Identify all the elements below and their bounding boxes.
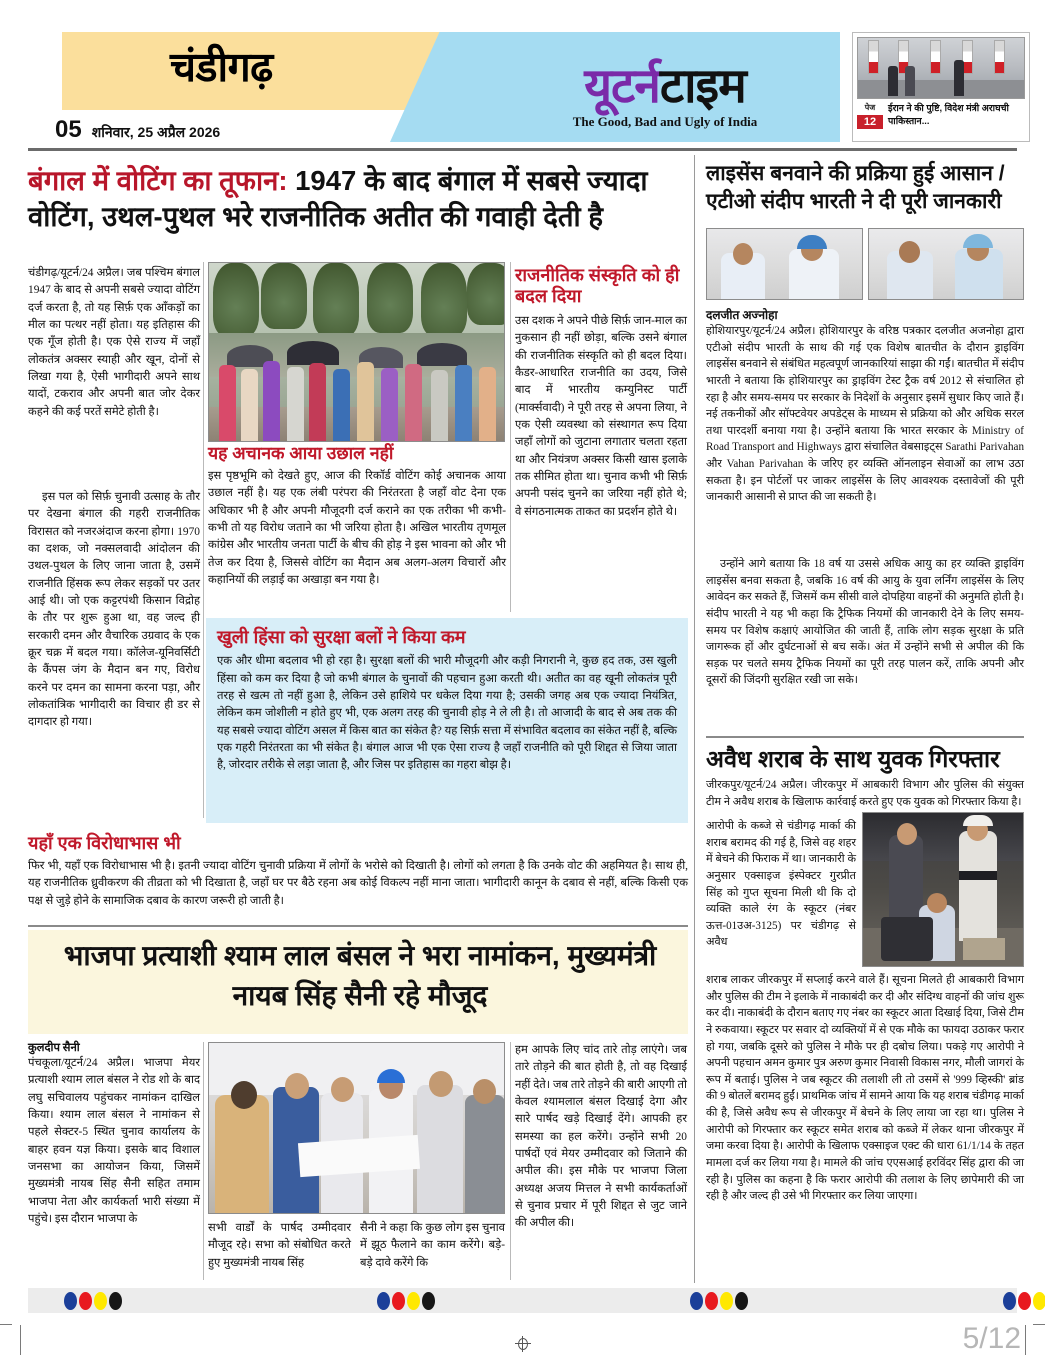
paper-tagline: The Good, Bad and Ugly of India	[572, 114, 758, 129]
paper-title-part2: टाइम	[659, 60, 746, 113]
lead-sub3-title: खुली हिंसा को सुरक्षा बलों ने किया कम	[217, 627, 466, 647]
license-photos	[706, 228, 1024, 300]
bjp-col2: सभी वार्डों के पार्षद उम्मीदवार मौजूद रहे। सभा को संबोधित करते हुए मुख्यमंत्री नायब सिंह	[208, 1222, 351, 1269]
liquor-headline: अवैध शराब के साथ युवक गिरफ्तार	[706, 746, 1000, 772]
bjp-col1: पंचकूला/यूटर्न/24 अप्रैल। भाजपा मेयर प्रत्याशी श्याम लाल बंसल ने रोड शो के बाद लघु सचिवालय पहुंचकर नामांकन दाखिल किया। श्याम लाल बंसल ने नामांकन से पहले सेक्टर-5 स्थित चुनाव कार्यालय के बाहर हवन यज्ञ किया। इसके बाद विशाल जनसभा का आयोजन किया, जिसमें मुख्यमंत्री नायब सिंह सैनी सहित तमाम भाजपा नेता और कार्यकर्ता भारी संख्या में पहुंचे। इस दौरान भाजपा के	[28, 1057, 200, 1225]
license-byline: दलजीत अज्नोहा	[706, 308, 778, 322]
liquor-photo	[862, 812, 1024, 967]
bjp-col3: सैनी ने कहा कि कुछ लोग इस चुनाव में झूठ फैलाने का काम करेंगे। बड़े-बड़े दावे करेंगे कि	[360, 1222, 505, 1269]
reg-dot-blue	[64, 1292, 77, 1310]
divider-bjp-2	[510, 1042, 511, 1280]
lead-sub1-title: यह अचानक आया उछाल नहीं	[208, 443, 394, 463]
reg-dot-red	[705, 1292, 718, 1310]
promo-page-number: 12	[857, 115, 883, 129]
registration-target-icon	[515, 1336, 531, 1352]
divider-bjp-top	[28, 925, 688, 927]
reg-dot-blue	[690, 1292, 703, 1310]
reg-dot-yellow	[94, 1292, 107, 1310]
license-para1: होशियारपुर/यूटर्न/24 अप्रैल। होशियारपुर के वरिष्ठ पत्रकार दलजीत अजनोहा द्वारा एटीओ संदीप भारती के साथ की गई एक विशेष बातचीत के दौरान ड्राइविंग लाइसेंस बनवाने से संबंधित महत्वपूर्ण जानकारियां साझा की गईं। बातचीत में संदीप भारती ने बताया कि होशियारपुर का ड्राइविंग टेस्ट ट्रैक वर्ष 2012 से संचालित हो रहा है और समय-समय पर सरकार के निदेशों के अनुसार इसमें सुधार किए जाते हैं। नई तकनीकों और सॉफ्टवेयर अपडेट्स के माध्यम से प्रक्रिया को और अधिक सरल तथा पारदर्शी बनाया गया है। उन्होंने बताया कि भारत सरकार के Ministry of Road Transport and Highways द्वारा संचालित वेबसाइट्स Sarathi Parivahan और Vahan Parivahan के जरिए हर व्यक्ति ऑनलाइन सेवाओं का लाभ उठा सकता है। इन पोर्टलों पर जाकर लाइसेंस के लिए आवश्यक दस्तावेजों की पूरी जानकारी आसानी से प्राप्त की जा सकती है।	[706, 325, 1024, 504]
reg-dot-blue	[377, 1292, 390, 1310]
promo-teaser-text: ईरान ने की पुष्टि, विदेश मंत्री अराघची पाकिस्तान...	[888, 103, 1009, 127]
lead-headline-black: 1947 के बाद बंगाल में सबसे ज्यादा वोटिंग, उथल-पुथल भरे राजनीतिक अतीत की गवाही देती है	[28, 165, 648, 232]
paper-title-part1: यूटर्न	[584, 60, 660, 113]
crop-mark-right	[1025, 1325, 1026, 1355]
registration-dots-2	[377, 1292, 435, 1310]
license-photo-right	[868, 228, 1025, 300]
license-photo-left	[706, 228, 863, 300]
masthead-rule	[28, 148, 1017, 151]
lead-sub4-body: फिर भी, यहाँ एक विरोधाभास भी है। इतनी ज्यादा वोटिंग चुनावी प्रक्रिया में लोगों के भरोसे को दिखाती है। लोगों को लगता है कि उनके वोट की अहमियत है। साथ ही, यह राजनीतिक ध्रुवीकरण की तीव्रता को भी दिखाता है, जहाँ घर पर बैठे रहना अब कोई विकल्प नहीं माना जाता। भागीदारी कानून के दबाव से नहीं, बल्कि किसी एक पक्ष से जुड़े होने के सामाजिक दबाव के कारण जरूरी हो जाती है।	[28, 860, 688, 907]
license-headline: लाइसेंस बनवाने की प्रक्रिया हुई आसान /एटीओ संदीप भारती ने दी पूरी जानकारी	[706, 162, 1005, 213]
liquor-para1: जीरकपुर/यूटर्न/24 अप्रैल। जीरकपुर में आबकारी विभाग और पुलिस की संयुक्त टीम ने अवैध शराब के खिलाफ कार्रवाई करते हुए एक युवक को गिरफ्तार किया है।	[706, 779, 1024, 808]
reg-dot-yellow	[1033, 1292, 1045, 1310]
divider-main-vertical	[694, 155, 695, 1283]
divider-lead-1	[203, 262, 204, 818]
liquor-para3: शराब लाकर जीरकपुर में सप्लाई करने वाले हैं। सूचना मिलते ही आबकारी विभाग और पुलिस की टीम ने इलाके में नाकाबंदी कर दी और संदिग्ध वाहनों की जांच शुरू कर दी। नाकाबंदी के दौरान बताए गए नंबर का स्कूटर आता दिखाई दिया, जिसे टीम ने रुकवाया। स्कूटर पर सवार दो व्यक्तियों में से एक मौके का फायदा उठाकर फरार हो गया, जबकि दूसरे को पुलिस ने मौके पर ही दबोच लिया। पकड़े गए आरोपी ने अपनी पहचान अमन कुमार पुत्र अरुण कुमार निवासी विकास नगर, मौली जागरां के रूप में बताई। पुलिस ने जब स्कूटर की तलाशी ली तो उसमें से '999 व्हिस्की' ब्रांड की 9 बोतलें बरामद हुईं। प्राथमिक जांच में सामने आया कि यह शराब चंडीगढ़ मार्का की है, जिसे अवैध रूप से जीरकपुर में बेचने के लिए लाया जा रहा था। पुलिस ने आरोपी को गिरफ्तार कर स्कूटर समेत शराब को कब्जे में लेकर थाना जीरकपुर में जमा करवा दिया है। आरोपी के खिलाफ एक्साइज एक्ट की धारा 61/1/14 के तहत मामला दर्ज कर लिया गया है। मामले की जांच एएसआई हरविंदर सिंह द्वारा की जा रही है। पुलिस का कहना है कि फरार आरोपी की तलाश के लिए छापेमारी की जा रही है और जल्द ही उसे भी गिरफ्तार कर लिया जाएगा।	[706, 974, 1024, 1203]
reg-dot-blue	[1003, 1292, 1016, 1310]
lead-headline-red: बंगाल में वोटिंग का तूफान:	[28, 165, 288, 196]
divider-liquor-top	[706, 736, 1024, 738]
lead-sub4-title: यहाँ एक विरोधाभास भी	[28, 833, 181, 853]
promo-page-label: पेज	[864, 103, 876, 112]
publication-date: शनिवार, 25 अप्रैल 2026	[91, 124, 221, 140]
reg-dot-black	[422, 1292, 435, 1310]
lead-sub3-box	[206, 618, 688, 823]
bjp-col4: हम आपके लिए चांद तारे तोड़ लाएंगे। जब तारे तोड़ने की बात होती है, तो वह दिखाई नहीं देते। जब तारे तोड़ने की बारी आएगी तो केवल श्यामलाल बंसल दिखाई देगा और सारे पार्षद खड़े दिखाई देंगे। आपकी हर समस्या का हल करेंगे। उन्होंने सभी 20 पार्षदों एवं मेयर उम्मीदवार को जिताने की अपील की। इस मौके पर भाजपा जिला अध्यक्ष अजय मित्तल ने सभी कार्यकर्ताओं से चुनाव प्रचार में पूरी शिद्दत से जुट जाने की अपील की।	[515, 1044, 687, 1230]
color-registration-bar	[28, 1288, 1017, 1313]
registration-dots-3	[690, 1292, 748, 1310]
promo-photo	[857, 37, 1025, 99]
registration-dots-4	[1003, 1292, 1045, 1310]
lead-sub3-body: एक और धीमा बदलाव भी हो रहा है। सुरक्षा बलों की भारी मौजूदगी और कड़ी निगरानी ने, कुछ हद तक, उस खुली हिंसा को कम कर दिया है जो कभी बंगाल के चुनावों की पहचान हुआ करती थी। अतीत का वह खूनी लोकतंत्र पूरी तरह से खत्म तो नहीं हुआ है, लेकिन उसे हाशिये पर धकेल दिया गया है; उसकी जगह अब एक ज्यादा नियंत्रित, लेकिन कम जोशीली न होते हुए भी, एक अलग तरह की चुनावी होड़ ने ले ली है। तो आजादी के बाद से अब तक की यह सबसे ज्यादा वोटिंग असल में किस बात का संकेत है? यह सिर्फ़ सत्ता में संभावित बदलाव का संकेत नहीं है, बल्कि एक गहरी निरंतरता का भी संकेत है। बंगाल आज भी एक ऐसा राज्य है जहाँ राजनीति को पूरी शिद्दत से जिया जाता है, जोरदार तरीके से लड़ा जाता है, और जिस पर इतिहास का गहरा बोझ है।	[217, 655, 677, 772]
page-folio: 5/12	[962, 1322, 1021, 1355]
paper-title	[490, 52, 840, 117]
promo-teaser-box[interactable]	[852, 32, 1030, 142]
divider-lead-2	[510, 262, 511, 612]
crop-mark-right-tick	[1033, 1324, 1045, 1325]
license-para2: उन्होंने आगे बताया कि 18 वर्ष या उससे अधिक आयु का हर व्यक्ति ड्राइविंग लाइसेंस बनवा सकता है, जबकि 16 वर्ष की आयु के युवा लर्निंग लाइसेंस के लिए आवेदन कर सकते हैं, जिसमें कम सीसी वाले दोपहिया वाहनों की अनुमति होती है। संदीप भारती ने यह भी कहा कि ट्रैफिक नियमों की जानकारी देने के लिए समय-समय पर विशेष कक्षाएं आयोजित की जाती हैं, ताकि लोग सड़क सुरक्षा के प्रति जागरूक हों और दुर्घटनाओं से बच सकें। अंत में उन्होंने सभी से अपील की कि सड़क पर चलते समय ट्रैफिक नियमों का पूरी तरह पालन करें, ताकि अपनी और दूसरों की जिंदगी सुरक्षित रखी जा सके।	[706, 558, 1024, 687]
crop-mark-left-tick	[0, 1324, 12, 1325]
crop-mark-left	[20, 1325, 21, 1355]
reg-dot-red	[1018, 1292, 1031, 1310]
lead-headline	[28, 163, 688, 235]
lead-sub1-body: इस पृष्ठभूमि को देखते हुए, आज की रिकॉर्ड वोटिंग कोई अचानक आया उछाल नहीं है। यह एक लंबी परंपरा की निरंतरता है जहाँ वोट देना एक अधिकार भी है और अपनी मौजूदगी दर्ज कराने का एक तरीका भी कभी-कभी तो यह विरोध जताने का भी जरिया होता है। अखिल भारतीय तृणमूल कांग्रेस और भारतीय जनता पार्टी के बीच की होड़ ने इस भावना को और भी तेज कर दिया है, जिससे वोटिंग का मैदान अब अलग-अलग विचारों और कहानियों की लड़ाई का अखाड़ा बन गया है।	[208, 470, 506, 586]
bjp-photo	[208, 1042, 505, 1214]
reg-dot-yellow	[407, 1292, 420, 1310]
reg-dot-red	[392, 1292, 405, 1310]
reg-dot-yellow	[720, 1292, 733, 1310]
bjp-byline: कुलदीप सैनी	[28, 1042, 80, 1054]
lead-sub2-title: राजनीतिक संस्कृति को ही बदल दिया	[515, 265, 680, 307]
lead-sub2-body: उस दशक ने अपने पीछे सिर्फ़ जान-माल का नुकसान ही नहीं छोड़ा, बल्कि उसने बंगाल की राजनीतिक संस्कृति को ही बदल दिया। कैडर-आधारित राजनीति का उदय, जिसे बाद में भारतीय कम्युनिस्ट पार्टी (मार्क्सवादी) ने पूरी तरह से अपना लिया, ने एक ऐसी व्यवस्था को संस्थागत रूप दिया जहाँ लोगों को जुटाना लगातार चलता रहता था और नियंत्रण अक्सर किसी खास इलाके तक सीमित होता था। चुनाव कभी भी सिर्फ़ अपनी पसंद चुनने का जरिया नहीं होते थे; वे संगठनात्मक ताकत का प्रदर्शन होते थे।	[515, 315, 687, 518]
lead-col1-para1: चंडीगढ़/यूटर्न/24 अप्रैल। जब पश्चिम बंगाल 1947 के बाद से अपनी सबसे ज्यादा वोटिंग दर्ज करता है, तो यह सिर्फ़ एक आँकड़ों का मील का पत्थर नहीं होता। यह इतिहास की एक गूँज होती है। एक ऐसे राज्य में जहाँ लोकतंत्र अक्सर स्याही और खून, दोनों से लिखा गया है, ऐसी भागीदारी अपने साथ यादों, टकराव और अपनी बात जोर देकर कहने की कई परतें समेटे होती है।	[28, 267, 200, 418]
lead-col1-para2: इस पल को सिर्फ़ चुनावी उत्साह के तौर पर देखना बंगाल की गहरी राजनीतिक विरासत को नजरअंदाज करना होगा। 1970 का दशक, जो नक्सलवादी आंदोलन की उथल-पुथल के लिए जाना जाता है, उसमें राजनीति हिंसक रूप लेकर सड़कों पर उतर आई थी। जो एक कट्टरपंथी किसान विद्रोह के तौर पर शुरू हुआ था, वह जल्द ही सरकारी दमन और वैचारिक उग्रवाद के एक क्रूर चक्र में बदल गया। कॉलेज-यूनिवर्सिटी के कैंपस जंग के मैदान बन गए, विरोध करने पर दमन का सामना करना पड़ा, और लोकतांत्रिक भागीदारी का विचार ही डर से दागदार हो गया।	[28, 491, 200, 729]
reg-dot-black	[109, 1292, 122, 1310]
liquor-para2: आरोपी के कब्जे से चंडीगढ़ मार्का की शराब बरामद की गई है, जिसे वह शहर में बेचने की फिराक में था। जानकारी के अनुसार एक्साइज इंस्पेक्टर गुरप्रीत सिंह को गुप्त सूचना मिली थी कि दो व्यक्ति काले रंग के स्कूटर (नंबर ऊत्त-01उअ-3125) पर चंडीगढ़ से अवैध	[706, 820, 856, 949]
page-number: 05	[55, 116, 82, 143]
city-name: चंडीगढ़	[170, 44, 273, 90]
date-line	[55, 116, 220, 144]
reg-dot-red	[79, 1292, 92, 1310]
divider-bjp-1	[203, 1042, 204, 1280]
bjp-headline: भाजपा प्रत्याशी श्याम लाल बंसल ने भरा नामांकन, मुख्यमंत्री नायब सिंह सैनी रहे मौजूद	[63, 940, 657, 1011]
lead-photo	[208, 262, 505, 442]
masthead	[0, 32, 1045, 144]
reg-dot-black	[735, 1292, 748, 1310]
registration-dots-1	[64, 1292, 122, 1310]
